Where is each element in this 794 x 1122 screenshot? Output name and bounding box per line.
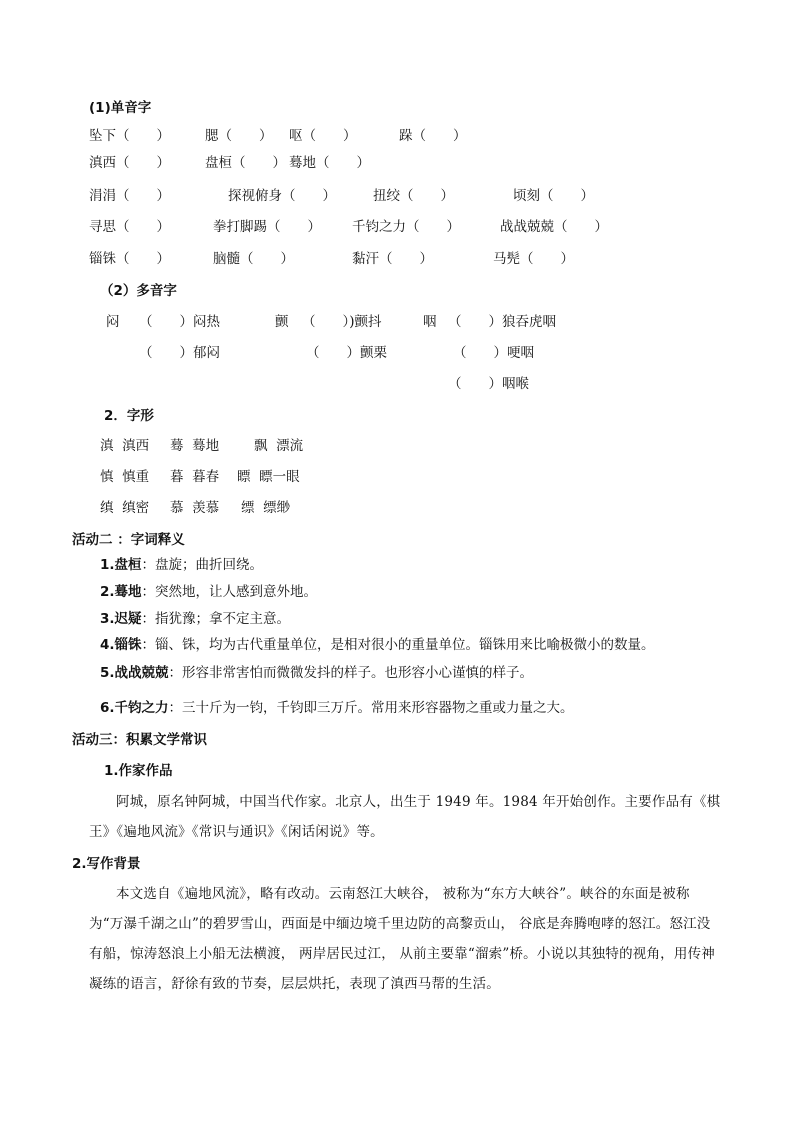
pinyin-item: 探视俯身（ ） [228, 188, 336, 204]
definition-item [100, 636, 655, 654]
section-title-multi-char: （2）多音字 [100, 283, 177, 299]
zixing-item: 慎 慎重 [100, 469, 150, 485]
definition-term: 1.盘桓 [100, 557, 142, 573]
polyphone-item: （ ）闷热 [139, 314, 220, 330]
polyphone-item: （ ）颤栗 [306, 345, 387, 361]
definition-item [100, 583, 317, 601]
definition-text: ：盘旋；曲折回绕。 [141, 557, 264, 573]
definition-term: 6.千钧之力 [100, 700, 169, 716]
definition-term: 3.迟疑 [100, 611, 142, 627]
pinyin-item: 蓦地（ ） [289, 155, 370, 171]
definition-item [100, 610, 290, 628]
pinyin-item: 涓涓（ ） [89, 188, 170, 204]
zixing-item: 缜 缜密 [100, 500, 150, 516]
background-paragraph: 本文选自《遍地风流》，略有改动。云南怒江大峡谷， 被称为“东方大峡谷”。峡谷的东面是被称为“万瀑千湖之山”的碧罗雪山，西面是中缅边境千里边防的高黎贡山， 谷底是奔腾咆哮的怒江。怒江没有船，惊涛怒浪上小船无法横渡， 两岸居民过江， 从前主要靠“溜索”桥。小说以其独特的视角，用传神凝练的语言，舒徐有致的节奏，层层烘托，表现了滇西马帮的生活。 [89, 886, 715, 992]
pinyin-item: 拳打脚踢（ ） [213, 219, 321, 235]
polyphone-item: （ ）哽咽 [453, 345, 534, 361]
zixing-item: 暮 暮春 [170, 469, 220, 485]
definition-text: ：形容非常害怕而微微发抖的样子。也形容小心谨慎的样子。 [168, 665, 534, 681]
definition-text: ：锱、铢，均为古代重量单位，是相对很小的重量单位。锱铢用来比喻极微小的数量。 [141, 637, 655, 653]
subsection-background: 2.写作背景 [72, 856, 141, 872]
pinyin-item: 黏汗（ ） [352, 251, 433, 267]
polyphone-char: 闷 [106, 314, 120, 330]
polyphone-char: 颤 [275, 314, 289, 330]
zixing-item: 蓦 蓦地 [170, 438, 220, 454]
pinyin-item: 滇西（ ） [89, 155, 170, 171]
polyphone-item: （ ）狼吞虎咽 [448, 314, 556, 330]
polyphone-item: （ ）郁闷 [139, 345, 220, 361]
definition-item [100, 664, 533, 682]
pinyin-item: 跺（ ） [399, 128, 467, 144]
pinyin-item: 千钧之力（ ） [352, 219, 460, 235]
zixing-item: 缥 缥缈 [241, 500, 291, 516]
pinyin-item: 锱铢（ ） [89, 251, 170, 267]
pinyin-item: 寻思（ ） [89, 219, 170, 235]
zixing-item: 慕 羡慕 [170, 500, 220, 516]
section-title-zixing: 2．字形 [104, 408, 154, 424]
definition-term: 4.锱铢 [100, 637, 142, 653]
definition-text: ：三十斤为一钧，千钧即三万斤。常用来形容器物之重或力量之大。 [168, 700, 574, 716]
activity-two-title: 活动二 ：字词释义 [72, 532, 185, 548]
author-paragraph: 阿城，原名钟阿城，中国当代作家。北京人，出生于 1949 年。1984 年开始创作。主要作品有《棋王》《遍地风流》《常识与通识》《闲话闲说》等。 [89, 794, 721, 840]
zixing-item: 瞟 瞟一眼 [237, 469, 300, 485]
pinyin-item: 腮（ ） [205, 128, 273, 144]
pinyin-item: 扭绞（ ） [373, 188, 454, 204]
subsection-author-works: 1.作家作品 [104, 763, 173, 779]
zixing-item: 飘 漂流 [254, 438, 304, 454]
pinyin-item: 脑髓（ ） [213, 251, 294, 267]
pinyin-item: 呕（ ） [289, 128, 357, 144]
definition-item [100, 556, 263, 574]
section-title-single-char: (1)单音字 [89, 100, 152, 116]
pinyin-item: 马髡（ ） [493, 251, 574, 267]
definition-text: ：指犹豫；拿不定主意。 [141, 611, 291, 627]
pinyin-item: 坠下（ ） [89, 128, 170, 144]
polyphone-item: （ ）)颤抖 [302, 314, 382, 330]
pinyin-item: 顷刻（ ） [513, 188, 594, 204]
definition-term: 2.蓦地 [100, 584, 142, 600]
activity-three-title: 活动三：积累文学常识 [72, 732, 207, 748]
polyphone-item: （ ）咽喉 [448, 376, 529, 392]
pinyin-item: 盘桓（ ） [205, 155, 286, 171]
definition-item [100, 699, 574, 717]
definition-text: ：突然地，让人感到意外地。 [141, 584, 318, 600]
polyphone-char: 咽 [423, 314, 437, 330]
definition-term: 5.战战兢兢 [100, 665, 169, 681]
pinyin-item: 战战兢兢（ ） [500, 219, 608, 235]
zixing-item: 滇 滇西 [100, 438, 150, 454]
